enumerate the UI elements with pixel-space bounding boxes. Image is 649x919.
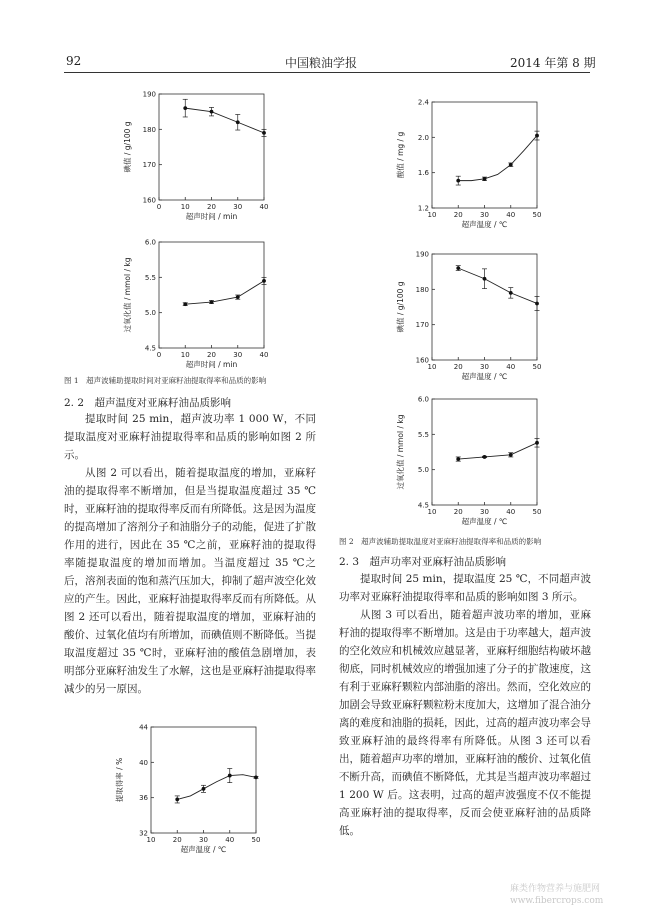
y-tick-label: 32: [139, 829, 148, 838]
x-tick-label: 20: [207, 351, 216, 359]
y-tick-label: 4.5: [144, 344, 156, 353]
x-tick-label: 50: [532, 363, 542, 371]
y-tick-label: 5.0: [417, 466, 429, 475]
x-axis-label: 超声温度 / ℃: [461, 372, 508, 381]
series-line: [458, 136, 537, 181]
watermark-line-2: www.fibercrops.com: [510, 896, 604, 906]
data-point: [456, 266, 460, 270]
data-point: [456, 179, 460, 183]
y-tick-label: 180: [415, 285, 429, 294]
y-tick-label: 160: [142, 196, 156, 205]
y-tick-label: 5.5: [144, 273, 156, 282]
plot-frame: [159, 242, 264, 348]
x-tick-label: 40: [506, 508, 516, 516]
chart-fig1-peroxide-time: [120, 228, 269, 369]
issue-label: 2014 年第 8 期: [510, 56, 596, 70]
y-tick-label: 4.5: [417, 501, 429, 510]
x-tick-label: 40: [225, 836, 235, 844]
x-tick-label: 10: [427, 211, 437, 219]
y-axis-label: 酸值 / mg / g: [396, 131, 405, 179]
header-rule: [64, 72, 590, 73]
y-tick-label: 2.4: [417, 98, 429, 107]
plot-frame: [432, 102, 537, 208]
section-2-2-paragraph-1: 提取时间 25 min，超声波功率 1 000 W，不同提取温度对亚麻籽油提取得率和品质的影响如图 2 所示。: [64, 413, 316, 461]
page-number: 92: [66, 54, 82, 68]
y-axis-label: 碘值 / g/100 g: [396, 281, 405, 333]
data-point: [535, 441, 539, 445]
section-2-3-body: [339, 570, 591, 840]
data-point: [210, 110, 214, 114]
x-tick-label: 20: [453, 363, 463, 371]
y-tick-label: 6.0: [417, 395, 429, 404]
series-line: [185, 108, 264, 133]
y-tick-label: 44: [139, 723, 148, 732]
data-point: [202, 787, 206, 791]
data-point: [228, 774, 232, 778]
data-point: [236, 295, 240, 299]
x-tick-label: 30: [480, 508, 489, 516]
y-tick-label: 1.6: [417, 169, 429, 178]
x-tick-label: 10: [180, 351, 190, 359]
y-tick-label: 160: [415, 356, 429, 365]
chart-fig1-iodine-time: [120, 80, 269, 221]
y-tick-label: 180: [142, 125, 156, 134]
journal-title: 中国粮油学报: [285, 56, 358, 70]
y-tick-label: 1.2: [417, 204, 429, 213]
data-point: [483, 177, 487, 181]
y-tick-label: 190: [142, 90, 156, 99]
data-point: [210, 300, 214, 304]
y-tick-label: 170: [142, 161, 156, 170]
x-tick-label: 40: [259, 203, 269, 211]
data-point: [236, 120, 240, 124]
section-2-2-paragraph-2: 从图 2 可以看出，随着提取温度的增加，亚麻籽油的提取得率不断增加，但是当提取温度超过 35 ℃时，亚麻籽油的提取得率反而有所降低。这是因为温度的提高增加了溶剂分子和油脂分子的动能，促进了扩散作用的进行，因此在 35 ℃之前，亚麻籽油的提取得率随提取温度的增加而增加。当温度超过 35 ℃之后，溶剂表面的饱和蒸汽压加大，抑制了超声波空化效应的产生。因此，亚麻籽油提取得率反而有所降低。从图 2 还可以看出，随着提取温度的增加，亚麻籽油的酸价、过氧化值均有所增加，而碘值则不断降低。当提取温度超过 35 ℃时，亚麻籽油的酸值急剧增加，表明部分亚麻籽油发生了水解，这也是亚麻籽油提取得率减少的另一原因。: [64, 467, 316, 695]
y-tick-label: 40: [139, 758, 148, 767]
section-2-2-heading: 2. 2 超声温度对亚麻籽油品质影响: [64, 397, 232, 409]
section-2-2-body: [64, 410, 316, 698]
x-tick-label: 30: [480, 211, 489, 219]
x-tick-label: 30: [233, 351, 243, 359]
y-axis-label: 过氧化值 / mmol / kg: [123, 257, 132, 333]
data-point: [535, 134, 539, 138]
x-tick-label: 0: [156, 203, 162, 211]
data-point: [509, 163, 513, 167]
x-tick-label: 0: [156, 351, 162, 359]
chart-fig2-acid-temp: [393, 88, 542, 229]
y-tick-label: 170: [415, 321, 429, 330]
data-point: [509, 453, 513, 457]
x-tick-label: 50: [251, 836, 261, 844]
section-2-3-paragraph-2: 从图 3 可以看出，随着超声波功率的增加，亚麻籽油的提取得率不断增加。这是由于功率越大，超声波的空化效应和机械效应越显著，亚麻籽细胞结构破坏越彻底，同时机械效应的增强加速了分子的扩散速度，这有利于亚麻籽颗粒内部油脂的溶出。然而，空化效应的加剧会导致亚麻籽颗粒粉末度加大，这增加了混合油分离的难度和油脂的损耗，因此，过高的超声波功率会导致亚麻籽油的最终得率有所降低。从图 3 还可以看出，随着超声功率的增加，亚麻籽油的酸价、过氧化值不断升高，而碘值不断降低，尤其是当超声波功率超过 1 200 W 后。这表明，过高的超声波强度不仅不能提高亚麻籽油的提取得率，反而会使亚麻籽油的品质降低。: [339, 609, 591, 837]
plot-frame: [432, 399, 537, 505]
x-axis-label: 超声温度 / ℃: [180, 845, 227, 854]
y-tick-label: 5.0: [144, 309, 156, 318]
x-axis-label: 超声温度 / ℃: [461, 517, 508, 526]
watermark: [510, 883, 603, 907]
x-tick-label: 10: [180, 203, 190, 211]
x-tick-label: 20: [453, 508, 463, 516]
x-tick-label: 30: [199, 836, 208, 844]
y-tick-label: 190: [415, 250, 429, 259]
y-axis-label: 过氧化值 / mmol / kg: [396, 414, 405, 490]
x-tick-label: 30: [480, 363, 489, 371]
x-tick-label: 50: [532, 508, 542, 516]
x-tick-label: 10: [146, 836, 156, 844]
data-point: [535, 302, 539, 306]
section-2-3-heading: 2. 3 超声功率对亚麻籽油品质影响: [339, 556, 507, 568]
data-point: [509, 291, 513, 295]
data-point: [483, 455, 487, 459]
x-axis-label: 超声时间 / min: [185, 360, 238, 369]
watermark-line-1: 麻类作物营养与施肥网: [510, 884, 601, 894]
x-tick-label: 20: [453, 211, 463, 219]
data-point: [262, 131, 266, 135]
data-point: [183, 302, 187, 306]
y-tick-label: 6.0: [144, 238, 156, 247]
series-line: [458, 268, 537, 303]
x-tick-label: 10: [427, 363, 437, 371]
x-tick-label: 20: [172, 836, 182, 844]
x-axis-label: 超声温度 / ℃: [461, 220, 508, 229]
x-tick-label: 40: [506, 211, 516, 219]
x-tick-label: 40: [259, 351, 269, 359]
chart-fig2-peroxide-temp: [393, 385, 542, 526]
x-tick-label: 50: [532, 211, 542, 219]
y-tick-label: 36: [139, 794, 148, 803]
x-tick-label: 20: [207, 203, 216, 211]
chart-fig2-yield-temp: [112, 713, 261, 854]
y-tick-label: 2.0: [417, 133, 429, 142]
series-line: [185, 281, 264, 304]
chart-fig2-iodine-temp: [393, 240, 542, 381]
data-point: [456, 457, 460, 461]
data-point: [483, 277, 487, 281]
figure-2-caption: 图 2 超声波辅助提取温度对亚麻籽油提取得率和品质的影响: [339, 537, 542, 546]
x-tick-label: 30: [233, 203, 243, 211]
figure-1-caption: 图 1 超声波辅助提取时间对亚麻籽油提取得率和品质的影响: [64, 376, 267, 385]
series-line: [177, 775, 256, 800]
y-tick-label: 5.5: [417, 430, 429, 439]
section-2-3-paragraph-1: 提取时间 25 min，提取温度 25 ℃，不同超声波功率对亚麻籽油提取得率和品质的影响如图 3 所示。: [339, 573, 591, 603]
data-point: [254, 775, 258, 779]
y-axis-label: 碘值 / g/100 g: [123, 121, 132, 173]
data-point: [175, 798, 179, 802]
plot-frame: [151, 727, 256, 833]
x-tick-label: 40: [506, 363, 516, 371]
x-tick-label: 10: [427, 508, 437, 516]
x-axis-label: 超声时间 / min: [185, 212, 238, 221]
data-point: [183, 106, 187, 110]
series-line: [458, 443, 537, 459]
data-point: [262, 279, 266, 283]
y-axis-label: 提取得率 / %: [115, 757, 124, 803]
